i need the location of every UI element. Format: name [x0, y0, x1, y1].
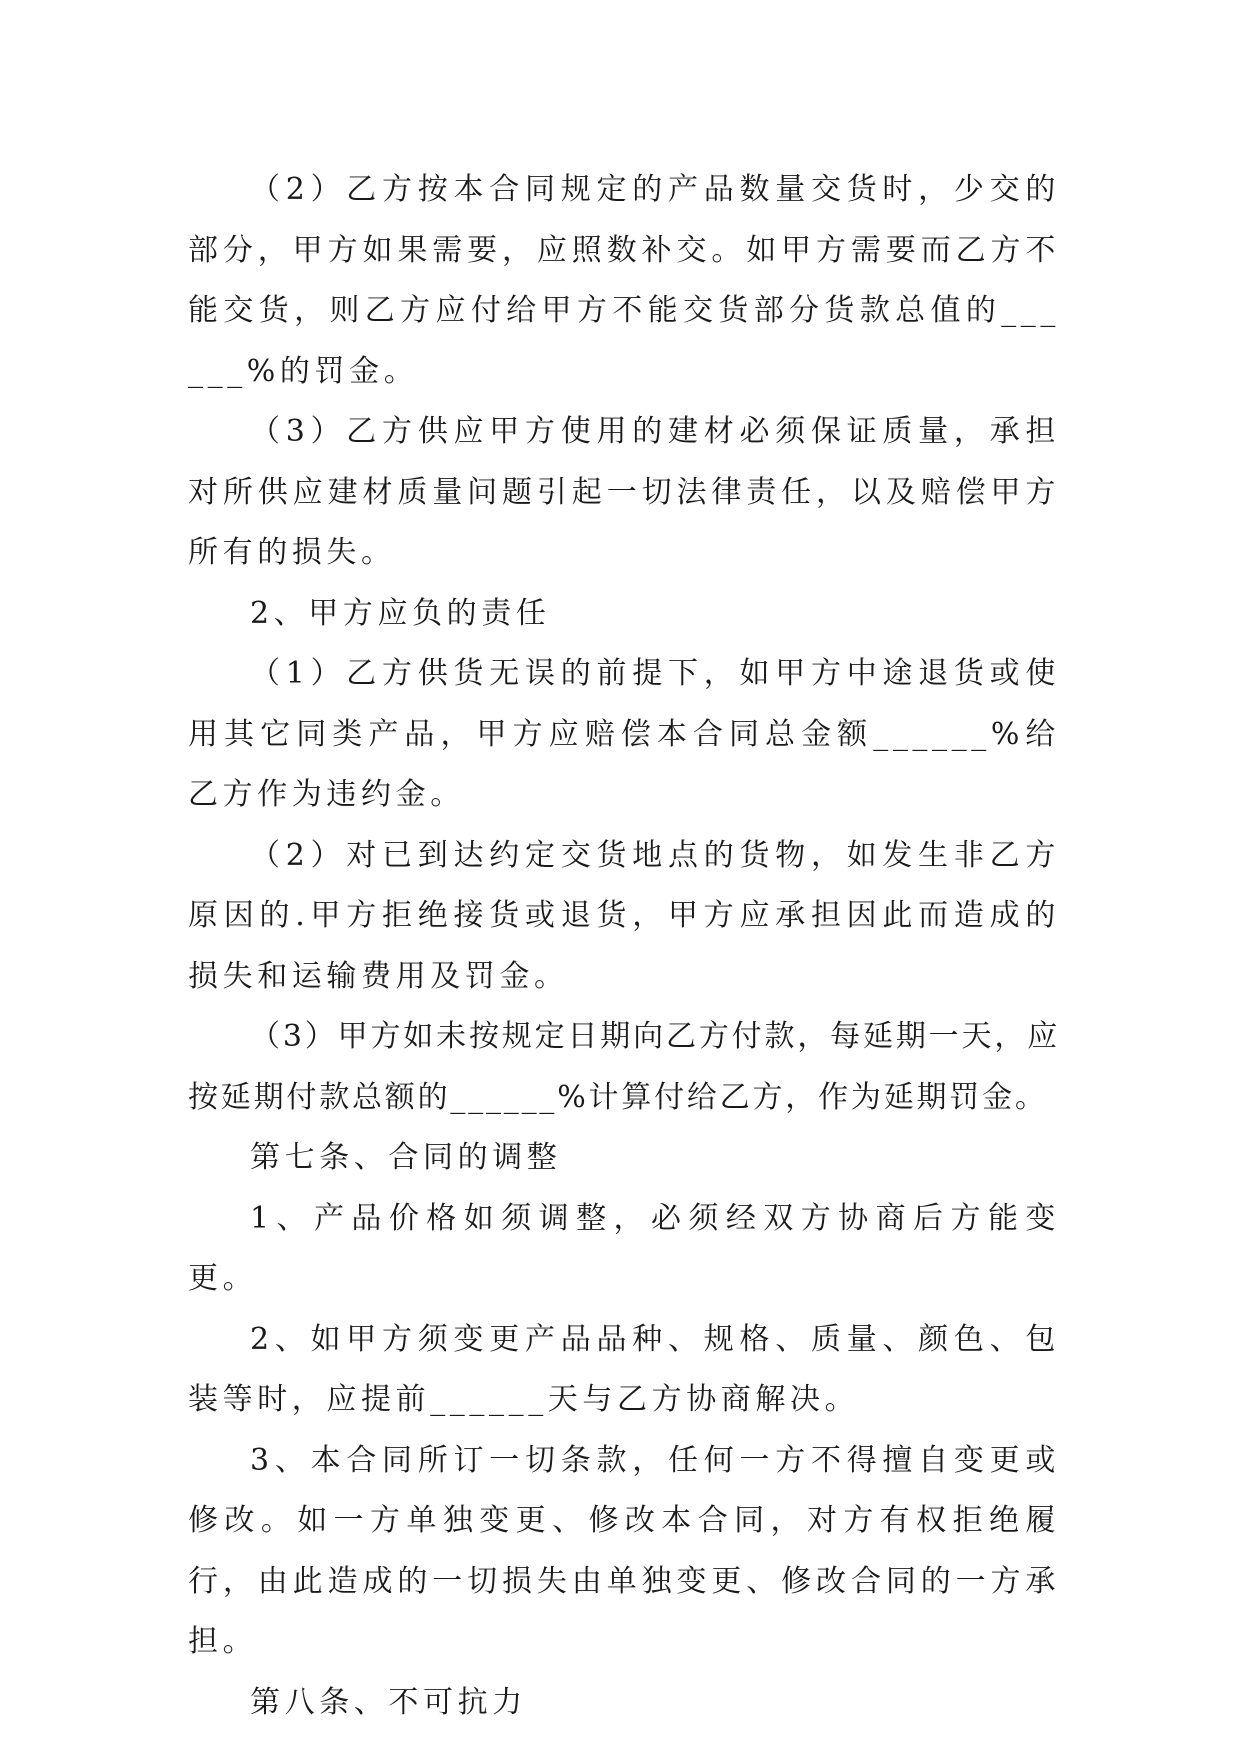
paragraph-price-adjustment: 1、产品价格如须调整，必须经双方协商后方能变更。	[188, 1200, 1060, 1296]
paragraph-material-quality: （3）乙方供应甲方使用的建材必须保证质量，承担对所供应建材质量问题引起一切法律责任，以及赔偿甲方所有的损失。	[188, 414, 1060, 570]
paragraph-late-payment: （3）甲方如未按规定日期向乙方付款，每延期一天，应按延期付款总额的______%计算付给乙方，作为延期罚金。	[188, 1019, 1060, 1115]
paragraph-delivery-shortfall: （2）乙方按本合同规定的产品数量交货时，少交的部分，甲方如果需要，应照数补交。如甲方需要而乙方不能交货，则乙方应付给甲方不能交货部分货款总值的______%的罚金。	[188, 172, 1060, 389]
paragraph-unilateral-change: 3、本合同所订一切条款，任何一方不得擅自变更或修改。如一方单独变更、修改本合同，对方有权拒绝履行，由此造成的一切损失由单独变更、修改合同的一方承担。	[188, 1442, 1060, 1659]
section-heading-party-a-duties: 2、甲方应负的责任	[250, 595, 551, 631]
article-heading-8: 第八条、不可抗力	[250, 1684, 527, 1720]
article-heading-7: 第七条、合同的调整	[250, 1140, 562, 1175]
paragraph-return-penalty: （1）乙方供货无误的前提下，如甲方中途退货或使用其它同类产品，甲方应赔偿本合同总金额______%给乙方作为违约金。	[188, 656, 1060, 812]
paragraph-refusal-of-goods: （2）对已到达约定交货地点的货物，如发生非乙方原因的.甲方拒绝接货或退货，甲方应承担因此而造成的损失和运输费用及罚金。	[188, 837, 1060, 994]
document-body	[188, 160, 1060, 1733]
paragraph-spec-change: 2、如甲方须变更产品品种、规格、质量、颜色、包装等时，应提前______天与乙方协商解决。	[188, 1321, 1060, 1417]
